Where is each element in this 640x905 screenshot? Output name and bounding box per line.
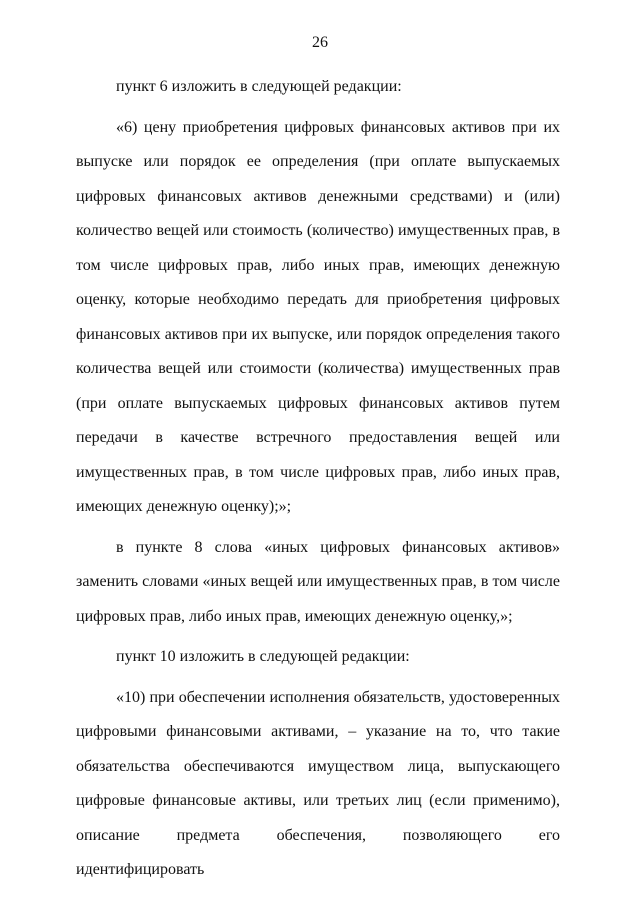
page-number: 26 — [312, 34, 328, 51]
paragraph-2: «6) цену приобретения цифровых финансовых активов при их выпуске или порядок ее определения (при оплате выпускаемых цифровых финансовых активов денежными средствами) и (или) количество вещей или стоимость (количество) имущественных прав, в том числе цифровых прав, либо иных прав, имеющих денежную оценку, которые необходимо передать для приобретения цифровых финансовых активов при их выпуске, или порядок определения такого количества вещей или стоимости (количества) имущественных прав (при оплате выпускаемых цифровых финансовых активов путем передачи в качестве встречного предоставления вещей или имущественных прав, в том числе цифровых прав, либо иных прав, имеющих денежную оценку);»; — [76, 118, 560, 515]
document-body — [76, 70, 560, 888]
paragraph-4: пункт 10 изложить в следующей редакции: — [116, 648, 410, 665]
paragraph-5: «10) при обеспечении исполнения обязательств, удостоверенных цифровыми финансовыми активами, – указание на то, что такие обязательства обеспечиваются имуществом лица, выпускающего цифровые финансовые активы, или третьих лиц (если применимо), описание предмета обеспечения, позволяющего его идентифицировать — [76, 688, 560, 878]
paragraph-3: в пункте 8 слова «иных цифровых финансовых активов» заменить словами «иных вещей или имущественных прав, в том числе цифровых прав, либо иных прав, имеющих денежную оценку,»; — [76, 538, 560, 625]
paragraph-1: пункт 6 изложить в следующей редакции: — [116, 78, 402, 95]
